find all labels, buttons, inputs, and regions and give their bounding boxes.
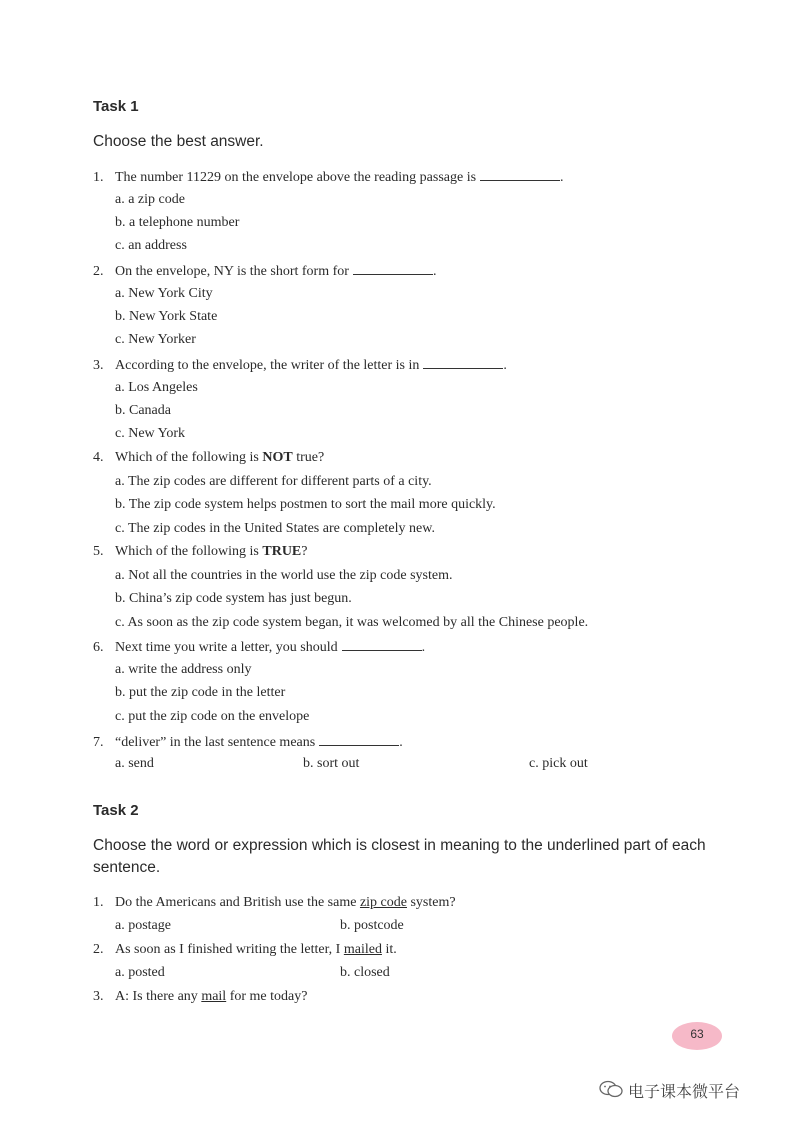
q2-option-a: a. New York City — [115, 286, 213, 301]
q5-option-a: a. Not all the countries in the world use the zip code system. — [115, 568, 453, 583]
question-3: 3. According to the envelope, the writer of the letter is in . — [93, 358, 507, 373]
t2q2-option-b: b. closed — [340, 965, 390, 980]
t2q2-option-a: a. posted — [115, 965, 165, 980]
task2-instruction: Choose the word or expression which is closest in meaning to the underlined part of each sentence. — [93, 837, 706, 876]
q7-option-c: c. pick out — [529, 756, 588, 771]
question-7: 7. “deliver” in the last sentence means . — [93, 735, 403, 750]
q2-option-b: b. New York State — [115, 309, 218, 324]
answer-blank — [353, 262, 433, 275]
wechat-icon — [598, 1080, 624, 1098]
task2-question-2: 2. As soon as I finished writing the letter, I mailed it. — [93, 942, 397, 957]
task2-heading: Task 2 — [93, 802, 139, 819]
watermark-text: 电子课本微平台 — [628, 1082, 741, 1101]
question-2: 2. On the envelope, NY is the short form for . — [93, 264, 437, 279]
task1-heading: Task 1 — [93, 98, 139, 115]
task2-question-3: 3. A: Is there any mail for me today? — [93, 989, 308, 1004]
t2q1-option-b: b. postcode — [340, 918, 404, 933]
answer-blank — [319, 733, 399, 746]
q5-option-b: b. China’s zip code system has just begun. — [115, 591, 352, 606]
q1-option-c: c. an address — [115, 238, 187, 253]
page-number: 63 — [690, 1027, 704, 1041]
q7-option-a: a. send — [115, 756, 154, 771]
answer-blank — [423, 356, 503, 369]
question-4: 4. Which of the following is NOT true? — [93, 450, 325, 465]
q3-option-a: a. Los Angeles — [115, 380, 198, 395]
q1-option-b: b. a telephone number — [115, 215, 240, 230]
q6-option-b: b. put the zip code in the letter — [115, 685, 286, 700]
q2-option-c: c. New Yorker — [115, 332, 196, 347]
q6-option-a: a. write the address only — [115, 662, 252, 677]
task2-question-1: 1. Do the Americans and British use the same zip code system? — [93, 895, 456, 910]
q1-option-a: a. a zip code — [115, 192, 185, 207]
q6-option-c: c. put the zip code on the envelope — [115, 709, 310, 724]
q3-option-c: c. New York — [115, 426, 185, 441]
question-5: 5. Which of the following is TRUE? — [93, 544, 308, 559]
q4-option-c: c. The zip codes in the United States are completely new. — [115, 521, 435, 536]
answer-blank — [480, 168, 560, 181]
q7-option-b: b. sort out — [303, 756, 360, 771]
q4-option-a: a. The zip codes are different for different parts of a city. — [115, 474, 432, 489]
q5-option-c: c. As soon as the zip code system began, it was welcomed by all the Chinese people. — [115, 615, 589, 630]
q3-option-b: b. Canada — [115, 403, 171, 418]
t2q1-option-a: a. postage — [115, 918, 171, 933]
question-6: 6. Next time you write a letter, you should . — [93, 640, 426, 655]
task1-instruction: Choose the best answer. — [93, 133, 264, 150]
question-1: 1. The number 11229 on the envelope above the reading passage is . — [93, 170, 564, 185]
answer-blank — [342, 638, 422, 651]
q4-option-b: b. The zip code system helps postmen to sort the mail more quickly. — [115, 497, 496, 512]
